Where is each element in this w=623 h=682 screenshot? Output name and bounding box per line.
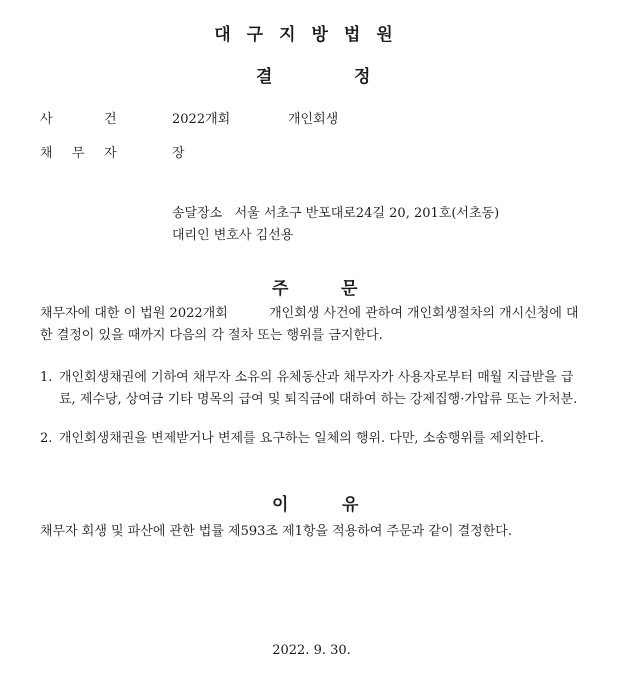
delivery-address: 송달장소 서울 서초구 반포대로24길 20, 201호(서초동) bbox=[172, 206, 500, 221]
order-item-text: 개인회생채권을 변제받거나 변제를 요구하는 일체의 행위. 다만, 소송행위를 제외한다. bbox=[59, 431, 544, 446]
order-heading-char-2: 문 bbox=[341, 279, 358, 299]
case-number: 2022개회 bbox=[172, 112, 231, 127]
doc-type-char-1: 결 bbox=[256, 67, 273, 87]
debtor-label-char-2: 무 bbox=[72, 146, 85, 161]
reason-heading-char-1: 이 bbox=[272, 495, 289, 515]
order-item-number: 2. bbox=[40, 431, 53, 446]
order-intro: 채무자에 대한 이 법원 2022개회 개인회생 사건에 관하여 개인회생절차의 개시신청에 대한 결정이 있을 때까지 다음의 각 절차 또는 행위를 금지한다. bbox=[40, 306, 579, 343]
reason-text: 채무자 회생 및 파산에 관한 법률 제593조 제1항을 적용하여 주문과 같이 결정한다. bbox=[40, 524, 512, 539]
delivery-agent: 대리인 변호사 김선용 bbox=[172, 228, 294, 243]
order-item bbox=[40, 428, 588, 450]
case-label-char-2: 건 bbox=[104, 112, 117, 127]
debtor-name: 장 bbox=[172, 146, 185, 161]
reason-heading-char-2: 유 bbox=[342, 495, 359, 515]
order-item bbox=[40, 367, 588, 411]
debtor-label-char-3: 자 bbox=[104, 146, 117, 161]
order-heading-char-1: 주 bbox=[272, 279, 289, 299]
decision-date: 2022. 9. 30. bbox=[272, 643, 351, 658]
case-label-char-1: 사 bbox=[40, 112, 53, 127]
doc-type-char-2: 정 bbox=[354, 67, 371, 87]
court-name: 대구지방법원 bbox=[214, 25, 409, 45]
order-item-number: 1. bbox=[40, 370, 53, 385]
debtor-label-char-1: 채 bbox=[40, 146, 53, 161]
case-type: 개인회생 bbox=[288, 112, 339, 127]
order-item-text: 개인회생채권에 기하여 채무자 소유의 유체동산과 채무자가 사용자로부터 매월 지급받을 급료, 제수당, 상여금 기타 명목의 급여 및 퇴직금에 대하여 하는 강제집행·가압류 또는 가처분. bbox=[59, 370, 578, 407]
